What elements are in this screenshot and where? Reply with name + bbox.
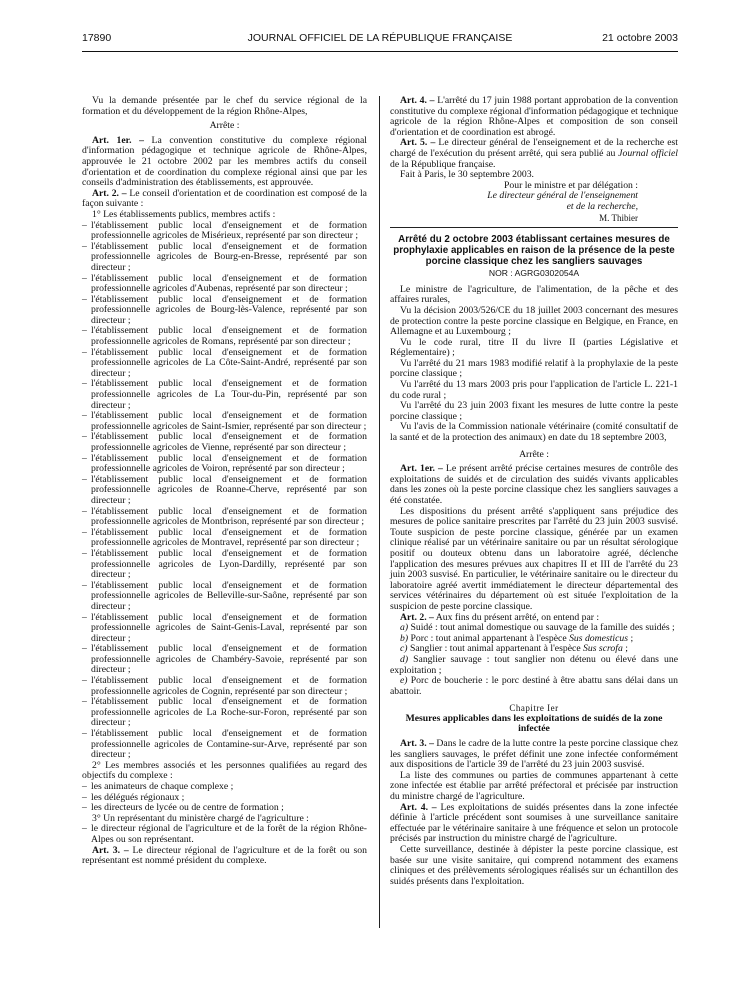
list-dash: –: [82, 473, 87, 485]
left-column: [82, 96, 367, 867]
list-item-text: l'établissement public local d'enseignement et de formation professionnelle agricoles de Voiron, représenté par son directeur ;: [91, 452, 367, 475]
chapter-title: Mesures applicables dans les exploitations de suidés de la zone infectée: [405, 712, 663, 735]
article-5-text: Le directeur général de l'enseignement et de la recherche est chargé de l'exécution du présent arrêté, qui sera publié au: [390, 137, 678, 159]
list-item-text: l'établissement public local d'enseignement et de formation professionnelle agricoles de Montbrison, représenté par son directeur ;: [91, 505, 367, 528]
list-item: [82, 274, 367, 295]
visa-code-rural: Vu le code rural, titre II du livre II (parties Législative et Réglementaire) ;: [390, 336, 678, 359]
visa-decision: Vu la décision 2003/526/CE du 18 juillet 2003 concernant des mesures de protection contre la peste porcine classique en Belgique, en France, en Allemagne et au Luxembourg ;: [390, 304, 678, 338]
visa-commission: Vu l'avis de la Commission nationale vétérinaire (comité consultatif de la santé et de la protection des animaux) en date du 18 septembre 2003,: [390, 421, 678, 444]
decree-separator: [390, 227, 678, 228]
list-item: [82, 528, 367, 549]
definition-b-text: Porc : tout animal appartenant à l'espèce: [408, 632, 570, 644]
list-item: [82, 242, 367, 274]
list-dash: –: [82, 378, 87, 390]
column-separator: [379, 96, 380, 928]
list-dash: –: [82, 272, 87, 284]
list-item-text: les animateurs de chaque complexe ;: [91, 781, 234, 792]
decree-article-2-text: Aux fins du présent arrêté, on entend par :: [433, 611, 600, 623]
list-item-text: l'établissement public local d'enseignement et de formation professionnelle agricoles d'Aubenas, représenté par son directeur ;: [91, 272, 367, 295]
list-item-text: l'établissement public local d'enseignement et de formation professionnelle agricoles de Cognin, représenté par son directeur ;: [91, 675, 367, 697]
definition-c-end: ;: [622, 643, 628, 655]
decree-article-4: [390, 803, 678, 845]
header-rule: [82, 51, 678, 52]
definition-d: [390, 655, 678, 676]
list-dash: –: [82, 781, 87, 792]
article-2: [82, 189, 367, 210]
preamble-request: Vu la demande présentée par le chef du service régional de la formation et du développement de la région Rhône-Alpes,: [82, 95, 367, 117]
list-item-text: l'établissement public local d'enseignement et de formation professionnelle agricoles de Bourg-en-Bresse, représenté par son directeur ;: [91, 240, 367, 273]
definition-a-text: Suidé : tout animal domestique ou sauvage de la famille des suidés ;: [408, 622, 675, 634]
list-item: [82, 644, 367, 676]
list-item-text: l'établissement public local d'enseignement et de formation professionnelle agricoles de Misérieux, représenté par son directeur ;: [91, 219, 367, 242]
chapter-heading: Chapitre Ier: [509, 703, 559, 714]
list-dash: –: [82, 505, 87, 517]
list-item-text: l'établissement public local d'enseignement et de formation professionnelle agricoles de La Côte-Saint-André, représenté par son directeur ;: [91, 346, 367, 379]
list-item: [82, 613, 367, 645]
decree-article-1-para-2: Les dispositions du présent arrêté s'appliquent sans préjudice des mesures de police sanitaire prescrites par l'arrêté du 23 juin 2003 susvisé. Toute suspicion de peste porcine classique, générée par un examen clinique réalisé par un vétérinaire sanitaire ou par un résultat sérologique positif ou douteux obtenu dans un laboratoire agréé, déclenche l'application des mesures prévues aux chapitres II et III de l'arrêté du 23 juin 2003 susvisé. En particulier, le vétérinaire sanitaire ou le directeur du laboratoire agréé avertit immédiatement le directeur départemental des services vétérinaires du département où est située l'exploitation de la suspicion de peste porcine classique.: [390, 505, 678, 612]
nor-reference: NOR : AGRG0302054A: [488, 268, 580, 279]
list-item-text: l'établissement public local d'enseignement et de formation professionnelle agricoles de Lyon-Dardilly, représenté par son directeur ;: [91, 547, 367, 581]
list-dash: –: [82, 452, 87, 464]
signature-line-3: et de la recherche,: [566, 200, 638, 212]
issue-date: 21 octobre 2003: [602, 32, 678, 44]
article-5-text-end: de la République française.: [390, 158, 496, 170]
list-dash: –: [82, 611, 87, 623]
list-item: [82, 432, 367, 453]
decree-title: Arrêté du 2 octobre 2003 établissant certaines mesures de prophylaxie applicables en raison de la présence de la peste porcine classique chez les sangliers sauvages: [393, 234, 675, 268]
article-4-text: L'arrêté du 17 juin 1988 portant approbation de la convention constitutive du complexe régional d'information pédagogique et technique agricole de la région Rhône-Alpes et composition de son conseil d'orientation et de coordination est abrogé.: [390, 95, 678, 138]
list-item: [82, 221, 367, 242]
list-dash: –: [82, 346, 87, 358]
list-dash: –: [82, 325, 87, 337]
definition-e-mark: e): [400, 675, 408, 687]
list-item: [82, 454, 367, 475]
list-item-text: l'établissement public local d'enseignement et de formation professionnelle agricoles de Montravel, représenté par son directeur ;: [91, 526, 367, 549]
definition-b-species: Sus domesticus: [569, 632, 629, 644]
article-5-label: Art. 5. –: [400, 137, 436, 149]
list-item: [82, 507, 367, 528]
list-dash: –: [82, 579, 87, 591]
list-dash: –: [82, 728, 87, 740]
definition-e: [390, 676, 678, 697]
signature-date: Fait à Paris, le 30 septembre 2003.: [400, 169, 534, 181]
list-item-text: l'établissement public local d'enseignement et de formation professionnelle agricoles de Roanne-Cherve, représenté par son directeur ;: [91, 473, 367, 506]
list-item: [82, 803, 367, 814]
running-header: [82, 32, 678, 46]
signatory-name: M. Thibier: [599, 212, 638, 223]
decree-article-1-text: Le présent arrêté précise certaines mesures de contrôle des exploitations de suidés et de circulation des suidés vivants applicables dans les zones où la peste porcine classique chez les sangliers sauvages a été constatée.: [390, 463, 678, 506]
list-item: [82, 348, 367, 380]
list-item-text: l'établissement public local d'enseignement et de formation professionnelle agricoles de Romans, représenté par son directeur ;: [91, 325, 367, 348]
list-item: [82, 676, 367, 697]
journal-title: JOURNAL OFFICIEL DE LA RÉPUBLIQUE FRANÇAISE: [247, 32, 513, 44]
associates-list: [82, 782, 367, 814]
article-5: [390, 138, 678, 170]
list-item-text: l'établissement public local d'enseignement et de formation professionnelle agricoles de Bourg-lès-Valence, représenté par son directeur ;: [91, 293, 367, 326]
list-item-text: l'établissement public local d'enseignement et de formation professionnelle agricoles de Saint-Ismier, représenté par son directeur ;: [91, 410, 367, 432]
list-dash: –: [82, 240, 87, 252]
definition-d-mark: d): [400, 653, 409, 665]
ministry-intro: 3° Un représentant du ministère chargé de l'agriculture :: [92, 812, 309, 824]
decree-article-3-text: Dans le cadre de la lutte contre la peste porcine classique chez les sangliers sauvages, le préfet définit une zone infectée conformément aux dispositions de l'article 39 de l'arrêté du 23 juin 2003 susvisé.: [390, 738, 679, 771]
list-dash: –: [82, 791, 87, 803]
article-1-text: La convention constitutive du complexe régional d'information pédagogique et technique agricole de Rhône-Alpes, approuvée le 21 octobre 2002 par les membres actifs du conseil d'orientation et de coordination du complexe régional ainsi que par les conseils d'administration des établissements, est approuvée.: [82, 134, 367, 189]
list-dash: –: [82, 696, 87, 708]
visa-arrete-mars-2003: Vu l'arrêté du 13 mars 2003 pris pour l'application de l'article L. 221-1 du code rural ;: [390, 379, 678, 401]
decree-article-4-label: Art. 4. –: [400, 801, 437, 813]
list-dash: –: [82, 410, 87, 422]
definition-d-text: Sanglier sauvage : tout sanglier non détenu ou élevé dans une exploitation ;: [390, 653, 678, 676]
list-dash: –: [82, 643, 87, 655]
page-number: 17890: [82, 32, 112, 44]
decree-article-3-label: Art. 3. –: [400, 738, 434, 750]
article-1-label: Art. 1er. –: [92, 134, 144, 146]
establishments-list: [82, 221, 367, 761]
article-2-label: Art. 2. –: [92, 187, 127, 199]
list-dash: –: [82, 219, 87, 231]
list-item: [82, 295, 367, 327]
definition-c-text: Sanglier : tout animal appartenant à l'espèce: [407, 643, 584, 655]
journal-officiel-ref: Journal officiel: [618, 147, 678, 159]
article-3: [82, 846, 367, 867]
definition-c-species: Sus scrofa: [583, 643, 623, 655]
signature-line-2: Le directeur général de l'enseignement: [487, 190, 638, 202]
list-item: [82, 326, 367, 347]
decree-article-4-para-2: Cette surveillance, destinée à dépister la peste porcine classique, est basée sur une visite sanitaire, qui comprend notamment des examens cliniques et des prélèvements sérologiques réalisés sur un échantillon des suidés présents dans l'exploitation.: [390, 844, 678, 887]
list-item: [82, 581, 367, 613]
article-4: [390, 96, 678, 138]
list-item: [82, 411, 367, 432]
list-item: [82, 549, 367, 581]
list-item: [82, 729, 367, 761]
article-3-label: Art. 3. –: [92, 844, 129, 856]
definition-b-mark: b): [400, 632, 409, 644]
list-item-text: l'établissement public local d'enseignement et de formation professionnelle agricoles de Saint-Genis-Laval, représenté par son directeur ;: [91, 611, 367, 644]
arrete-heading: Arrête :: [209, 120, 240, 132]
definition-a-mark: a): [400, 622, 409, 634]
associates-intro: 2° Les membres associés et les personnes qualifiées au regard des objectifs du complexe :: [82, 759, 367, 782]
list-item-text: l'établissement public local d'enseignement et de formation professionnelle agricoles de La Roche-sur-Foron, représenté par son directeur ;: [91, 696, 367, 729]
list-dash: –: [82, 431, 87, 443]
right-column: [390, 96, 678, 887]
arrete-heading-2: Arrête :: [519, 448, 549, 460]
visa-arrete-1983: Vu l'arrêté du 21 mars 1983 modifié relatif à la prophylaxie de la peste porcine classique ;: [390, 357, 678, 380]
list-dash: –: [82, 675, 87, 687]
members-intro: 1° Les établissements publics, membres actifs :: [92, 208, 276, 220]
article-2-text: Le conseil d'orientation et de coordination est composé de la façon suivante :: [82, 187, 367, 210]
list-dash: –: [82, 823, 87, 835]
list-item: [82, 697, 367, 729]
ministry-list: [82, 824, 367, 845]
list-item-text: le directeur régional de l'agriculture et de la forêt de la région Rhône-Alpes ou son représentant.: [91, 823, 367, 845]
visa-minister: Le ministre de l'agriculture, de l'alimentation, de la pêche et des affaires rurales,: [390, 283, 678, 306]
decree-article-1-label: Art. 1er. –: [400, 463, 443, 475]
list-item: [82, 379, 367, 411]
list-dash: –: [82, 547, 87, 559]
definition-b-end: ;: [628, 632, 634, 644]
decree-article-1: [390, 464, 678, 506]
list-item-text: l'établissement public local d'enseignement et de formation professionnelle agricoles de Vienne, représenté par son directeur ;: [91, 431, 367, 453]
list-dash: –: [82, 293, 87, 305]
list-dash: –: [82, 526, 87, 538]
list-dash: –: [82, 802, 87, 814]
list-item-text: l'établissement public local d'enseignement et de formation professionnelle agricoles de La Tour-du-Pin, représenté par son directeur ;: [91, 378, 367, 411]
list-item-text: l'établissement public local d'enseignement et de formation professionnelle agricoles de Belleville-sur-Saône, représenté par son directeur ;: [91, 579, 367, 612]
list-item: [82, 475, 367, 507]
decree-article-3: [390, 739, 678, 771]
article-3-text: Le directeur régional de l'agriculture et de la forêt ou son représentant est nommé président du complexe.: [82, 844, 367, 867]
list-item-text: l'établissement public local d'enseignement et de formation professionnelle agricoles de Contamine-sur-Arve, représenté par son directeur ;: [91, 728, 367, 761]
decree-article-2-label: Art. 2. –: [400, 611, 434, 623]
list-item-text: les délégués régionaux ;: [91, 791, 185, 803]
decree-article-4-text: Les exploitations de suidés présentes dans la zone infectée définie à l'article précédent sont soumises à une surveillance sanitaire effectuée par le vétérinaire sanitaire à une fréquence et selon un protocole précisés par instruction du ministre chargé de l'agriculture.: [390, 801, 678, 845]
article-4-label: Art. 4. –: [400, 95, 435, 106]
list-item: [82, 824, 367, 845]
definition-e-text: Porc de boucherie : le porc destiné à être abattu sans délai dans un abattoir.: [390, 675, 678, 697]
visa-arrete-juin-2003: Vu l'arrêté du 23 juin 2003 fixant les mesures de lutte contre la peste porcine classique ;: [390, 400, 678, 422]
signature-line-1: Pour le ministre et par délégation :: [504, 179, 638, 191]
list-item-text: les directeurs de lycée ou de centre de formation ;: [91, 802, 284, 814]
definition-c-mark: c): [400, 643, 408, 655]
list-item-text: l'établissement public local d'enseignement et de formation professionnelle agricoles de Chambéry-Savoie, représenté par son directeur ;: [91, 643, 367, 676]
decree-article-3-para-2: La liste des communes ou parties de communes appartenant à cette zone infectée est établie par arrêté préfectoral et précisée par instruction du ministre chargé de l'agriculture.: [390, 769, 678, 803]
article-1: [82, 136, 367, 189]
